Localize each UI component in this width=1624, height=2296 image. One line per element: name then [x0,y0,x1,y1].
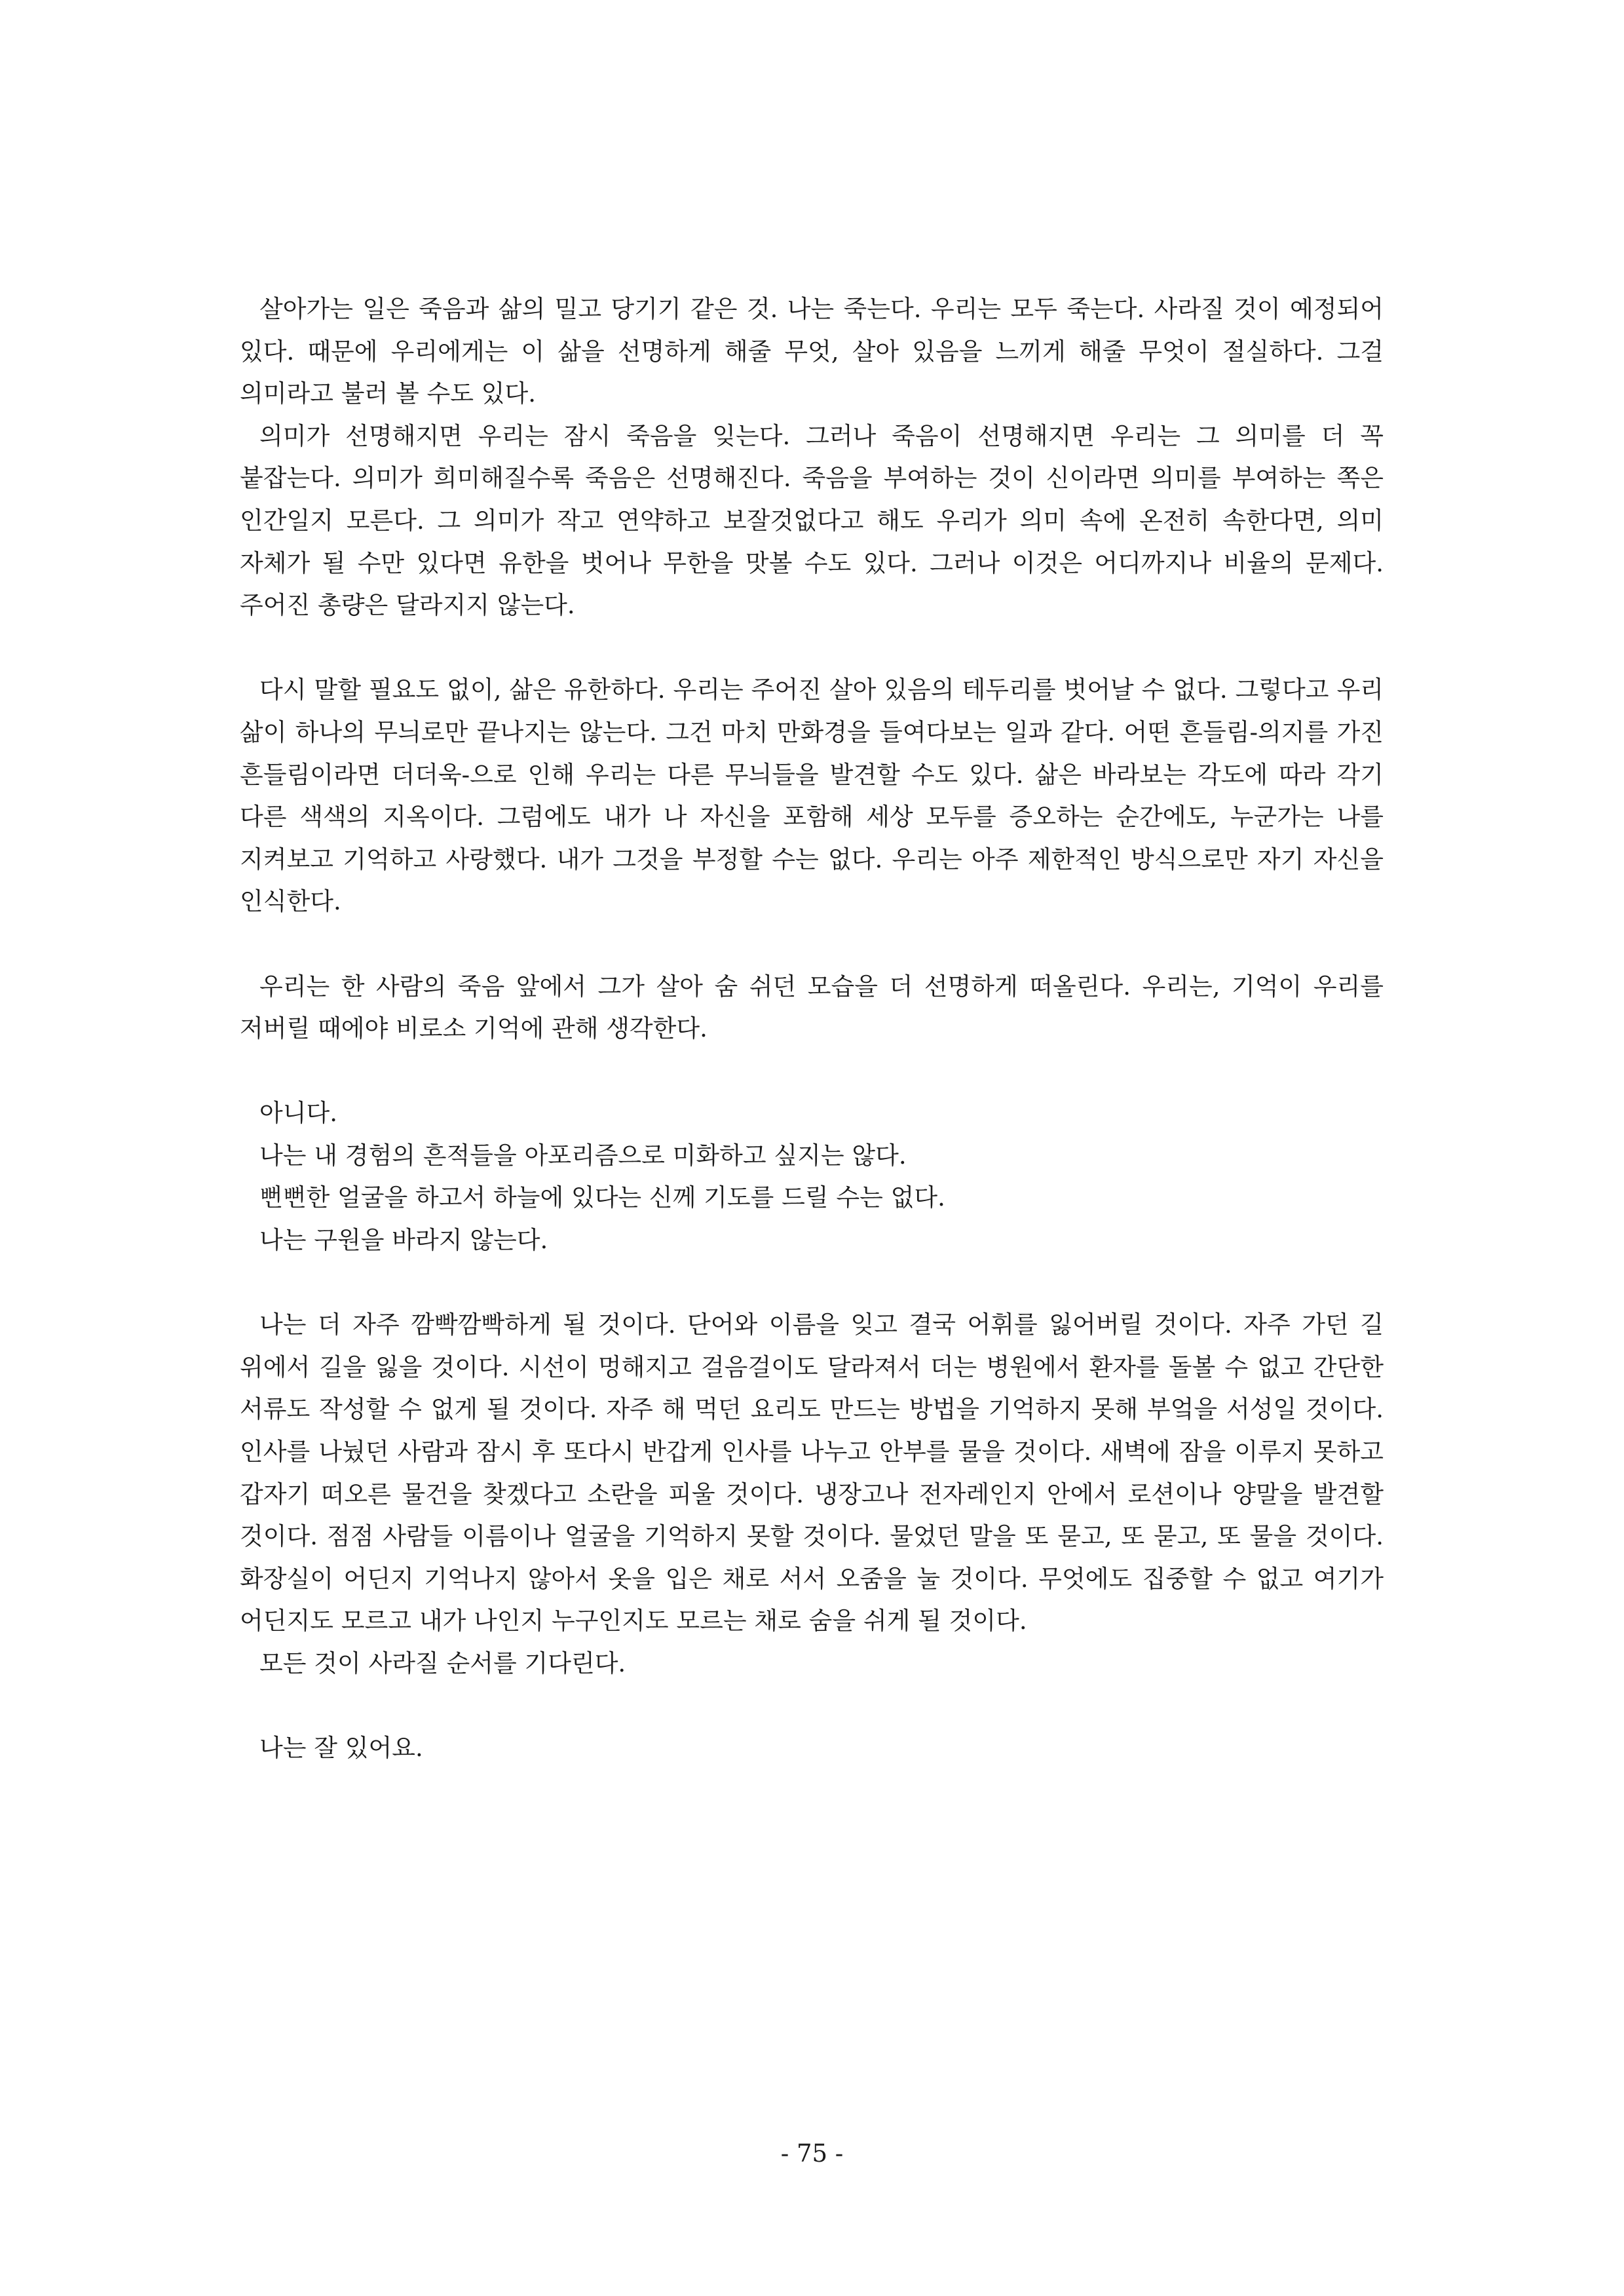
paragraph-gap [240,1685,1384,1728]
paragraph-4: 우리는 한 사람의 죽음 앞에서 그가 살아 숨 쉬던 모습을 더 선명하게 떠올린다. 우리는, 기억이 우리를 저버릴 때에야 비로소 기억에 관해 생각한다. [240,972,1384,1043]
paragraph-gap [240,1050,1384,1093]
paragraph-gap [240,627,1384,670]
paragraph-10: 모든 것이 사라질 순서를 기다린다. [259,1649,626,1677]
paragraph-3: 다시 말할 필요도 없이, 삶은 유한하다. 우리는 주어진 살아 있음의 테두리를 벗어날 수 없다. 그렇다고 우리 삶이 하나의 무늬로만 끝나지는 않는다. 그건 마치 만화경을 들여다보는 일과 같다. 어떤 흔들림-의지를 가진 흔들림이라면 더더욱-으로 인해 우리는 다른 무늬들을 발견할 수도 있다. 삶은 바라보는 각도에 따라 각기 다른 색색의 지옥이다. 그럼에도 내가 나 자신을 포함해 세상 모두를 증오하는 순간에도, 누군가는 나를 지켜보고 기억하고 사랑했다. 내가 그것을 부정할 수는 없다. 우리는 아주 제한적인 방식으로만 자기 자신을 인식한다. [240,676,1384,916]
paragraph-11: 나는 잘 있어요. [259,1734,423,1763]
paragraph-2: 의미가 선명해지면 우리는 잠시 죽음을 잊는다. 그러나 죽음이 선명해지면 우리는 그 의미를 더 꼭 붙잡는다. 의미가 희미해질수록 죽음은 선명해진다. 죽음을 부여하는 것이 신이라면 의미를 부여하는 쪽은 인간일지 모른다. 그 의미가 작고 연약하고 보잘것없다고 해도 우리가 의미 속에 온전히 속한다면, 의미 자체가 될 수만 있다면 유한을 벗어나 무한을 맛볼 수도 있다. 그러나 이것은 어디까지나 비율의 문제다. 주어진 총량은 달라지지 않는다. [240,421,1384,620]
paragraph-gap [240,1262,1384,1305]
paragraph-8: 나는 구원을 바라지 않는다. [259,1226,548,1255]
paragraph-gap [240,923,1384,966]
paragraph-7: 뻔뻔한 얼굴을 하고서 하늘에 있다는 신께 기도를 드릴 수는 없다. [259,1183,945,1212]
page-number: - 75 - [780,2139,844,2168]
paragraph-5: 아니다. [259,1099,337,1128]
paragraph-1: 살아가는 일은 죽음과 삶의 밀고 당기기 같은 것. 나는 죽는다. 우리는 모두 죽는다. 사라질 것이 예정되어 있다. 때문에 우리에게는 이 삶을 선명하게 해줄 무엇, 살아 있음을 느끼게 해줄 무엇이 절실하다. 그걸 의미라고 불러 볼 수도 있다. [240,295,1384,408]
paragraph-9: 나는 더 자주 깜빡깜빡하게 될 것이다. 단어와 이름을 잊고 결국 어휘를 잃어버릴 것이다. 자주 가던 길 위에서 길을 잃을 것이다. 시선이 멍해지고 걸음걸이도 달라져서 더는 병원에서 환자를 돌볼 수 없고 간단한 서류도 작성할 수 없게 될 것이다. 자주 해 먹던 요리도 만드는 방법을 기억하지 못해 부엌을 서성일 것이다. 인사를 나눴던 사람과 잠시 후 또다시 반갑게 인사를 나누고 안부를 물을 것이다. 새벽에 잠을 이루지 못하고 갑자기 떠오른 물건을 찾겠다고 소란을 피울 것이다. 냉장고나 전자레인지 안에서 로션이나 양말을 발견할 것이다. 점점 사람들 이름이나 얼굴을 기억하지 못할 것이다. 물었던 말을 또 묻고, 또 묻고, 또 물을 것이다. 화장실이 어딘지 기억나지 않아서 옷을 입은 채로 서서 오줌을 눌 것이다. 무엇에도 집중할 수 없고 여기가 어딘지도 모르고 내가 나인지 누구인지도 모르는 채로 숨을 쉬게 될 것이다. [240,1311,1384,1636]
body-text [240,288,1384,1770]
paragraph-6: 나는 내 경험의 흔적들을 아포리즘으로 미화하고 싶지는 않다. [259,1141,907,1170]
